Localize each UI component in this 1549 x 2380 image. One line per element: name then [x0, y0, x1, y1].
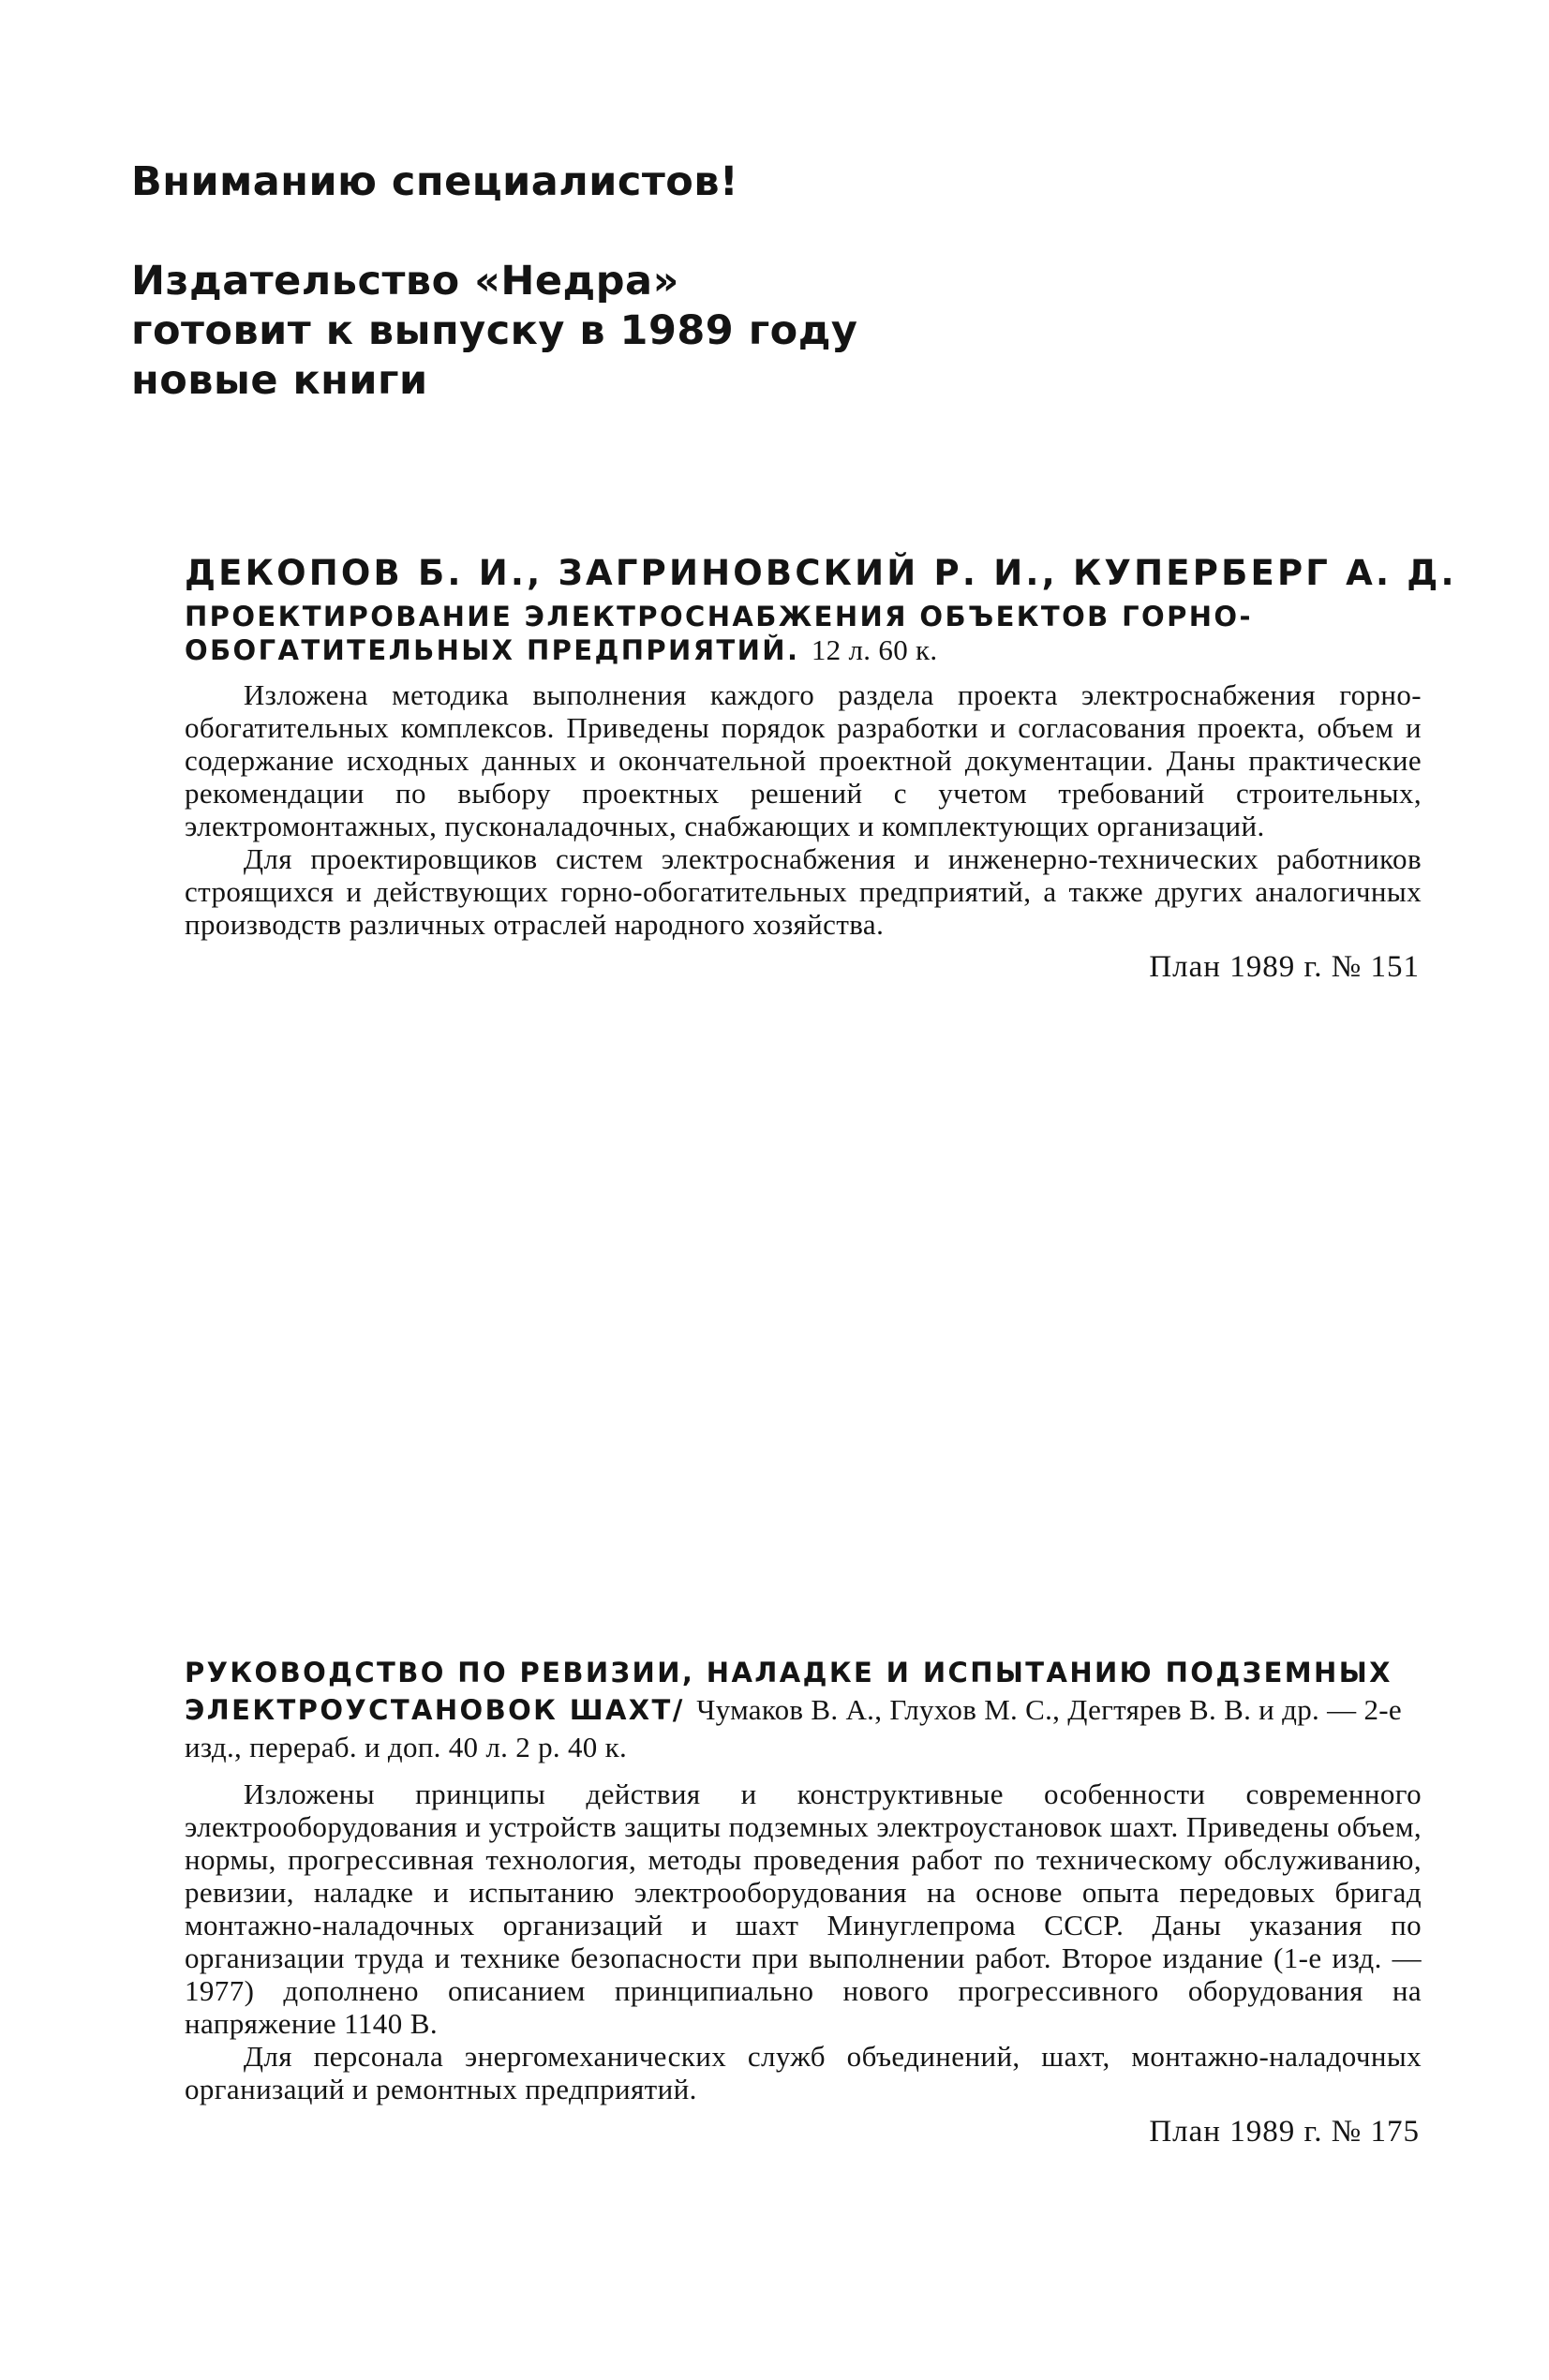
- book-annotation: [185, 678, 1422, 842]
- book-audience: [185, 2040, 1422, 2105]
- headline-line: Издательство «Недра»: [131, 258, 679, 305]
- book-annotation: [185, 1778, 1422, 2040]
- plan-number: План 1989 г. № 151: [1149, 950, 1420, 984]
- book-annotation-text: Изложены принципы действия и конструктивные особенности современного электрооборудования и устройств защиты подземных электроустановок шахт. Приведены объем, нормы, прогрессивная технология, методы проведения работ по техническому обслуживанию, ревизии, наладке и испытанию электрооборудования на основе опыта передовых бригад монтажно-наладочных организаций и шахт Минуглепрома СССР. Даны указания по организации труда и технике безопасности при выполнении работ. Второе издание (1-е изд. — 1977) дополнено описанием принципиально нового прогрессивного оборудования на напряжение 1140 В.: [185, 1778, 1422, 2040]
- plan-number: План 1989 г. № 175: [1149, 2115, 1420, 2149]
- book-title-text: РУКОВОДСТВО ПО РЕВИЗИИ, НАЛАДКЕ И ИСПЫТАНИЮ ПОДЗЕМНЫХ ЭЛЕКТРОУСТАНОВОК ШАХТ/: [185, 1657, 1393, 1726]
- book-annotation-text: Изложена методика выполнения каждого раздела проекта электроснабжения горно-обогатительных комплексов. Приведены порядок разработки и согласования проекта, объем и содержание исходных данных и окончательной проектной документации. Даны практические рекомендации по выбору проектных решений с учетом требований строительных, электромонтажных, пусконаладочных, снабжающих и комплектующих организаций.: [185, 678, 1422, 842]
- book-title: [185, 1655, 1422, 1766]
- announcement-header: [131, 157, 1162, 406]
- book-title: [185, 600, 1422, 667]
- book-title-text: ПРОЕКТИРОВАНИЕ ЭЛЕКТРОСНАБЖЕНИЯ ОБЪЕКТОВ ГОРНО-ОБОГАТИТЕЛЬНЫХ ПРЕДПРИЯТИЙ.: [185, 601, 1253, 666]
- attention-heading: Вниманию специалистов!: [131, 158, 739, 205]
- book-bibliographic: 12 л. 60 к.: [811, 633, 938, 666]
- publisher-headline: [131, 257, 1162, 406]
- book-audience-text: Для проектировщиков систем электроснабжения и инженерно-технических работников строящихся и действующих горно-обогатительных предприятий, а также других аналогичных производств различных отраслей народного хозяйства.: [185, 842, 1422, 941]
- headline-line: готовит к выпуску в 1989 году: [131, 307, 858, 354]
- book-audience-text: Для персонала энергомеханических служб объединений, шахт, монтажно-наладочных организаций и ремонтных предприятий.: [185, 2040, 1422, 2105]
- book-authors: ДЕКОПОВ Б. И., ЗАГРИНОВСКИЙ Р. И., КУПЕРБЕРГ А. Д.: [185, 553, 1457, 593]
- book-entry-1: [185, 553, 1457, 986]
- headline-line: новые книги: [131, 357, 428, 404]
- book-entry-2: [185, 1655, 1422, 2150]
- book-audience: [185, 842, 1422, 941]
- book-authors-inline: Чумаков В. А., Глухов М. С., Дегтярев В. В. и др. — 2-е изд., перераб. и доп. 40 л. 2 р. 40 к.: [185, 1693, 1402, 1763]
